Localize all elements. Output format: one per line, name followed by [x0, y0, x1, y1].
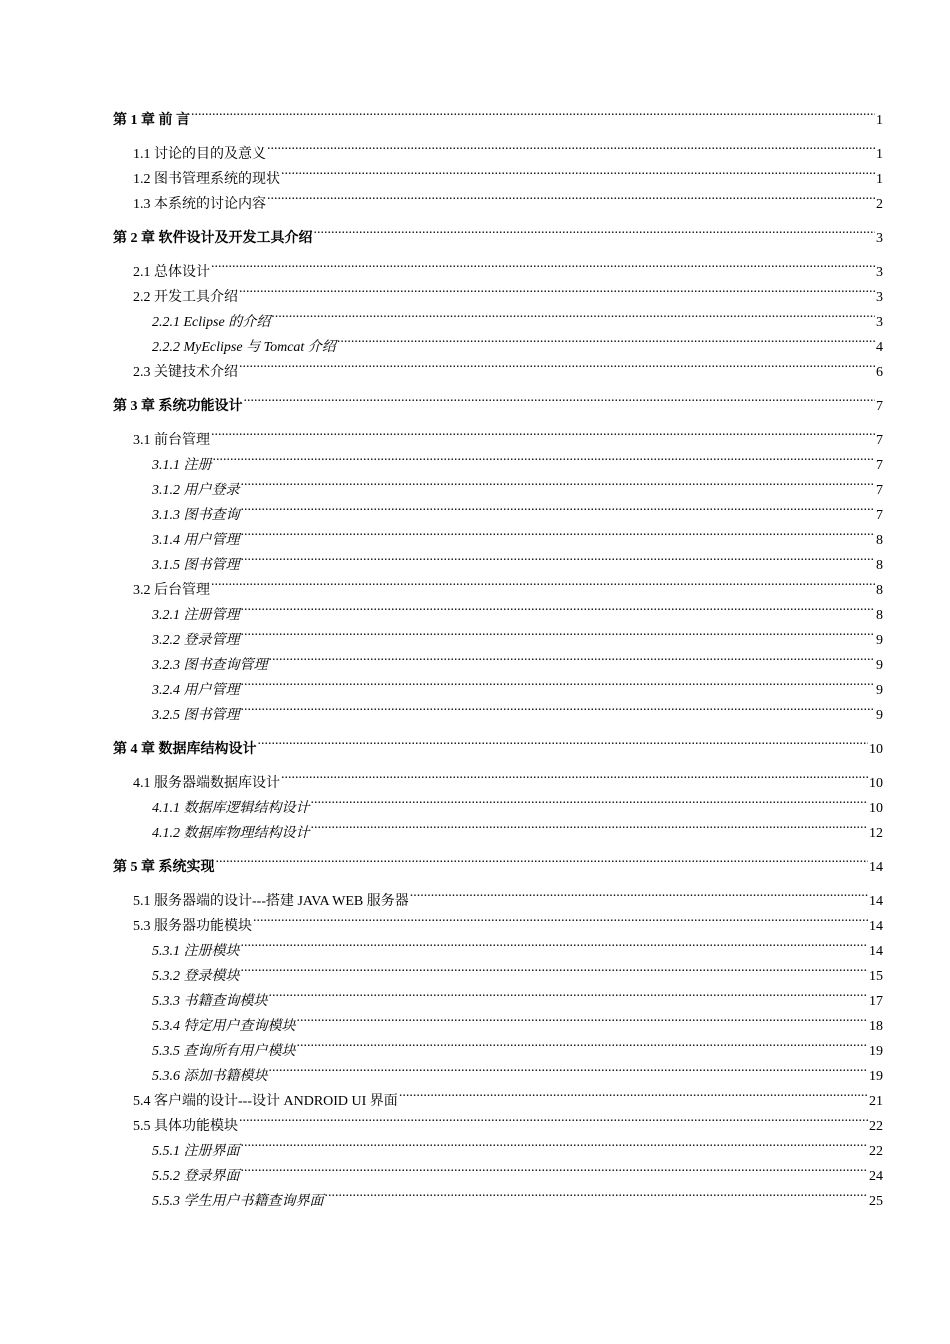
toc-entry-label: 3.2.2 登录管理 [152, 633, 240, 648]
dot-leader [211, 569, 875, 594]
toc-entry-page: 9 [876, 708, 883, 723]
dot-leader [297, 1030, 869, 1055]
toc-entry-label: 5.3.1 注册模块 [152, 944, 240, 959]
dot-leader [241, 544, 876, 569]
dot-leader [239, 351, 875, 376]
toc-entry-page: 3 [876, 265, 883, 280]
toc-entry-label: 1.1 讨论的目的及意义 [133, 147, 266, 162]
toc-entry-label: 1.2 图书管理系统的现状 [133, 172, 280, 187]
toc-entry-label: 2.3 关键技术介绍 [133, 365, 238, 380]
dot-leader [244, 385, 876, 410]
dot-leader [258, 728, 869, 753]
toc-entry-page: 14 [869, 944, 883, 959]
toc-section-entry[interactable] [113, 880, 883, 909]
dot-leader [241, 619, 876, 644]
toc-entry-label: 2.2.2 MyEclipse 与 Tomcat 介绍 [152, 340, 336, 355]
toc-entry-page: 3 [876, 231, 883, 246]
toc-entry-page: 7 [876, 399, 883, 414]
dot-leader [410, 880, 868, 905]
dot-leader [297, 1005, 869, 1030]
toc-entry-page: 17 [869, 994, 883, 1009]
dot-leader [269, 1055, 869, 1080]
toc-entry-page: 7 [876, 433, 883, 448]
toc-entry-label: 2.2.1 Eclipse 的介绍 [152, 315, 271, 330]
toc-entry-page: 19 [869, 1069, 883, 1084]
toc-entry-label: 5.1 服务器端的设计---搭建 JAVA WEB 服务器 [133, 894, 409, 909]
toc-entry-page: 24 [869, 1169, 883, 1184]
toc-entry-label: 3.2 后台管理 [133, 583, 210, 598]
dot-leader [281, 762, 868, 787]
toc-entry-label: 3.2.3 图书查询管理 [152, 658, 268, 673]
dot-leader [267, 183, 875, 208]
toc-entry-page: 1 [876, 172, 883, 187]
toc-entry-label: 第 2 章 软件设计及开发工具介绍 [113, 231, 313, 246]
toc-entry-label: 5.4 客户端的设计---设计 ANDROID UI 界面 [133, 1094, 398, 1109]
dot-leader [311, 812, 869, 837]
toc-entry-label: 第 5 章 系统实现 [113, 860, 215, 875]
toc-entry-page: 8 [876, 583, 883, 598]
toc-entry-label: 4.1.1 数据库逻辑结构设计 [152, 801, 310, 816]
toc-section-entry[interactable] [113, 569, 883, 598]
toc-entry-page: 12 [869, 826, 883, 841]
dot-leader [241, 519, 876, 544]
toc-chapter-entry[interactable] [113, 99, 883, 128]
toc-entry-label: 2.2 开发工具介绍 [133, 290, 238, 305]
dot-leader [241, 930, 869, 955]
toc-entry-page: 7 [876, 508, 883, 523]
toc-subsection-entry[interactable] [113, 594, 883, 623]
dot-leader [281, 158, 875, 183]
toc-chapter-entry[interactable] [113, 385, 883, 414]
toc-entry-page: 3 [876, 290, 883, 305]
toc-entry-page: 21 [869, 1094, 883, 1109]
toc-entry-label: 4.1 服务器端数据库设计 [133, 776, 280, 791]
toc-section-entry[interactable] [113, 419, 883, 448]
toc-entry-page: 19 [869, 1044, 883, 1059]
dot-leader [241, 694, 876, 719]
toc-entry-label: 3.1 前台管理 [133, 433, 210, 448]
toc-entry-label: 第 1 章 前 言 [113, 113, 190, 128]
toc-entry-page: 9 [876, 683, 883, 698]
toc-entry-page: 14 [869, 919, 883, 934]
toc-entry-label: 2.1 总体设计 [133, 265, 210, 280]
toc-entry-page: 6 [876, 365, 883, 380]
toc-section-entry[interactable] [113, 251, 883, 280]
table-of-contents [113, 99, 883, 1209]
toc-entry-page: 18 [869, 1019, 883, 1034]
toc-entry-page: 9 [876, 633, 883, 648]
toc-entry-label: 5.3.5 查询所有用户模块 [152, 1044, 296, 1059]
toc-entry-page: 3 [876, 315, 883, 330]
dot-leader [311, 787, 869, 812]
toc-entry-page: 22 [869, 1119, 883, 1134]
dot-leader [213, 444, 876, 469]
toc-entry-label: 第 3 章 系统功能设计 [113, 399, 243, 414]
toc-entry-page: 10 [869, 776, 883, 791]
toc-entry-label: 5.3.3 书籍查询模块 [152, 994, 268, 1009]
dot-leader [239, 1105, 868, 1130]
dot-leader [241, 1155, 869, 1180]
dot-leader [241, 1130, 869, 1155]
toc-entry-page: 14 [869, 894, 883, 909]
toc-entry-label: 3.1.4 用户管理 [152, 533, 240, 548]
toc-entry-page: 10 [869, 801, 883, 816]
toc-entry-label: 3.1.2 用户登录 [152, 483, 240, 498]
toc-entry-label: 1.3 本系统的讨论内容 [133, 197, 266, 212]
dot-leader [241, 494, 876, 519]
dot-leader [399, 1080, 868, 1105]
toc-entry-page: 15 [869, 969, 883, 984]
dot-leader [267, 133, 875, 158]
toc-entry-label: 第 4 章 数据库结构设计 [113, 742, 257, 757]
dot-leader [337, 326, 875, 351]
toc-entry-page: 8 [876, 558, 883, 573]
toc-subsection-entry[interactable] [113, 444, 883, 473]
toc-chapter-entry[interactable] [113, 217, 883, 246]
toc-section-entry[interactable] [113, 276, 883, 305]
dot-leader [241, 469, 876, 494]
toc-chapter-entry[interactable] [113, 728, 883, 757]
dot-leader [241, 955, 869, 980]
toc-entry-label: 5.5.2 登录界面 [152, 1169, 240, 1184]
dot-leader [239, 276, 875, 301]
toc-chapter-entry[interactable] [113, 846, 883, 875]
toc-section-entry[interactable] [113, 762, 883, 791]
dot-leader [325, 1180, 869, 1205]
toc-entry-label: 5.5 具体功能模块 [133, 1119, 238, 1134]
dot-leader [241, 669, 876, 694]
dot-leader [269, 644, 876, 669]
toc-entry-page: 2 [876, 197, 883, 212]
toc-subsection-entry[interactable] [113, 469, 883, 498]
toc-entry-page: 4 [876, 340, 883, 355]
toc-entry-page: 1 [876, 113, 883, 128]
toc-entry-page: 25 [869, 1194, 883, 1209]
toc-entry-label: 3.1.5 图书管理 [152, 558, 240, 573]
toc-entry-page: 7 [876, 483, 883, 498]
dot-leader [211, 251, 875, 276]
toc-entry-label: 5.5.1 注册界面 [152, 1144, 240, 1159]
toc-entry-page: 10 [869, 742, 883, 757]
dot-leader [314, 217, 876, 242]
toc-entry-label: 3.2.1 注册管理 [152, 608, 240, 623]
toc-entry-label: 3.1.1 注册 [152, 458, 212, 473]
toc-entry-label: 5.5.3 学生用户书籍查询界面 [152, 1194, 324, 1209]
toc-entry-page: 9 [876, 658, 883, 673]
dot-leader [269, 980, 869, 1005]
toc-section-entry[interactable] [113, 133, 883, 162]
toc-entry-label: 4.1.2 数据库物理结构设计 [152, 826, 310, 841]
toc-entry-label: 5.3.2 登录模块 [152, 969, 240, 984]
toc-entry-page: 8 [876, 608, 883, 623]
toc-entry-label: 3.1.3 图书查询 [152, 508, 240, 523]
toc-entry-label: 5.3.6 添加书籍模块 [152, 1069, 268, 1084]
toc-entry-label: 5.3 服务器功能模块 [133, 919, 252, 934]
dot-leader [253, 905, 868, 930]
toc-entry-label: 3.2.5 图书管理 [152, 708, 240, 723]
toc-entry-page: 7 [876, 458, 883, 473]
dot-leader [211, 419, 875, 444]
dot-leader [241, 594, 876, 619]
dot-leader [191, 99, 875, 124]
toc-entry-page: 22 [869, 1144, 883, 1159]
toc-entry-label: 5.3.4 特定用户查询模块 [152, 1019, 296, 1034]
toc-entry-page: 8 [876, 533, 883, 548]
dot-leader [271, 301, 875, 326]
toc-entry-page: 1 [876, 147, 883, 162]
toc-entry-page: 14 [869, 860, 883, 875]
dot-leader [216, 846, 869, 871]
toc-entry-label: 3.2.4 用户管理 [152, 683, 240, 698]
